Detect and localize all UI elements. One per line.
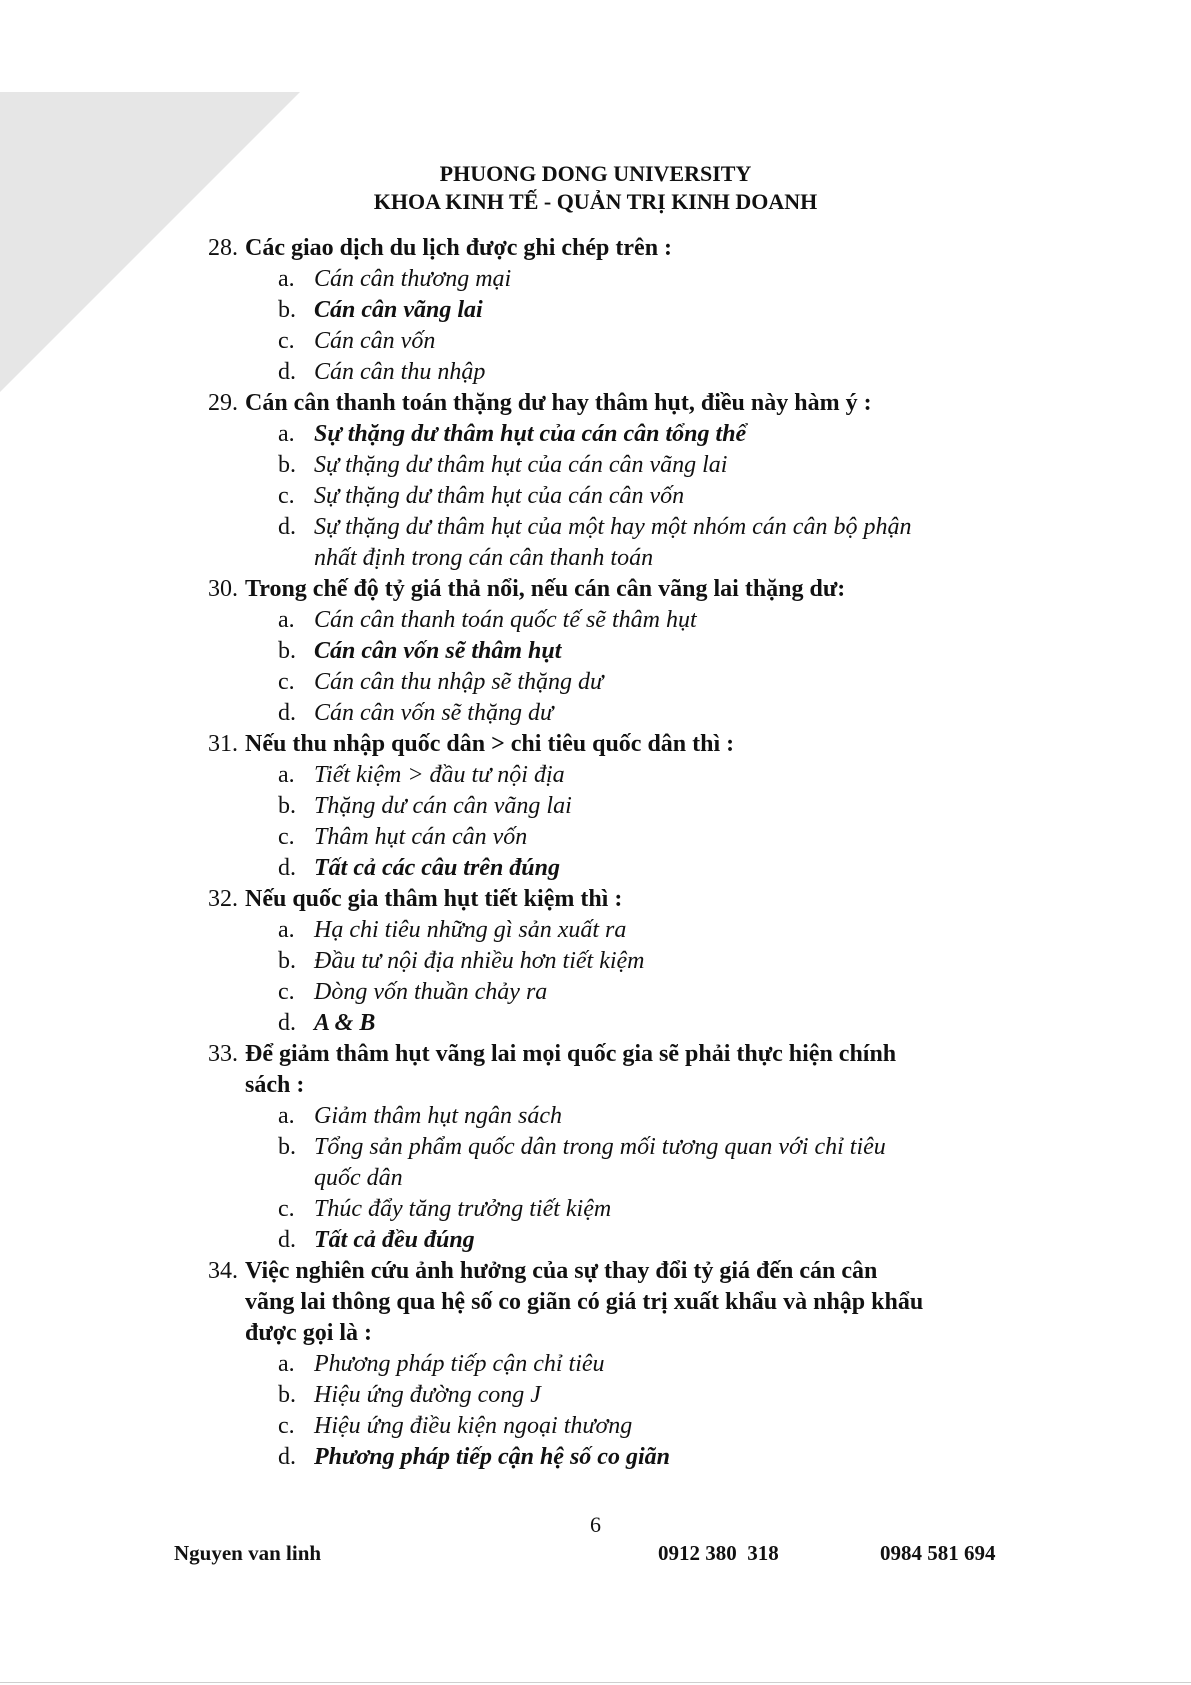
option-text: Sự thặng dư thâm hụt của một hay một nhóm cán cân bộ phận xyxy=(314,514,912,540)
option-text: Cán cân thu nhập sẽ thặng dư xyxy=(314,669,604,695)
question-6 xyxy=(208,1039,1028,1101)
option-text: Cán cân vốn sẽ thâm hụt xyxy=(314,638,562,664)
option-letter: c. xyxy=(278,483,295,509)
answer-option xyxy=(208,1132,1028,1194)
option-letter: a. xyxy=(278,607,295,633)
footer-phone-1: 0912 380 318 xyxy=(658,1541,779,1565)
answer-option xyxy=(208,357,1028,388)
question-text: sách : xyxy=(245,1072,305,1098)
option-text: Phương pháp tiếp cận hệ số co giãn xyxy=(314,1444,670,1470)
option-letter: b. xyxy=(278,793,296,819)
question-text: Nếu quốc gia thâm hụt tiết kiệm thì : xyxy=(245,886,623,912)
answer-option xyxy=(208,605,1028,636)
option-text: Thúc đẩy tăng trưởng tiết kiệm xyxy=(314,1196,612,1222)
answer-option xyxy=(208,512,1028,574)
option-text: Dòng vốn thuần chảy ra xyxy=(314,979,548,1005)
header-university: PHUONG DONG UNIVERSITY xyxy=(439,161,752,186)
answer-option xyxy=(208,760,1028,791)
footer-author: Nguyen van linh xyxy=(174,1541,322,1565)
option-letter: d. xyxy=(278,855,296,881)
option-text: A & B xyxy=(314,1010,376,1036)
option-text: Phương pháp tiếp cận chỉ tiêu xyxy=(314,1351,605,1377)
option-text: Cán cân thanh toán quốc tế sẽ thâm hụt xyxy=(314,607,697,633)
bottom-rule xyxy=(0,1682,1191,1683)
question-number: 29. xyxy=(208,390,238,416)
option-letter: d. xyxy=(278,1010,296,1036)
option-letter: b. xyxy=(278,638,296,664)
answer-option xyxy=(208,1194,1028,1225)
option-text: Giảm thâm hụt ngân sách xyxy=(314,1103,562,1129)
option-letter: c. xyxy=(278,1413,295,1439)
option-letter: c. xyxy=(278,1196,295,1222)
question-number: 28. xyxy=(208,235,238,261)
option-text: Sự thặng dư thâm hụt của cán cân vãng lai xyxy=(314,452,728,478)
footer-phone-2: 0984 581 694 xyxy=(880,1541,996,1565)
question-text: Các giao dịch du lịch được ghi chép trên : xyxy=(245,235,673,261)
option-letter: a. xyxy=(278,421,295,447)
question-text: Trong chế độ tỷ giá thả nổi, nếu cán cân vãng lai thặng dư: xyxy=(245,576,846,602)
option-text: nhất định trong cán cân thanh toán xyxy=(314,545,654,571)
question-text: Cán cân thanh toán thặng dư hay thâm hụt, điều này hàm ý : xyxy=(245,390,872,416)
option-text: Thặng dư cán cân vãng lai xyxy=(314,793,572,819)
option-text: quốc dân xyxy=(314,1165,403,1191)
answer-option xyxy=(208,853,1028,884)
answer-option xyxy=(208,822,1028,853)
answer-option xyxy=(208,264,1028,295)
option-letter: d. xyxy=(278,514,296,540)
option-text: Tổng sản phẩm quốc dân trong mối tương quan với chỉ tiêu xyxy=(314,1134,886,1160)
option-text: Tiết kiệm > đầu tư nội địa xyxy=(314,762,565,788)
question-number: 31. xyxy=(208,731,238,757)
answer-option xyxy=(208,946,1028,977)
option-letter: a. xyxy=(278,762,295,788)
question-3 xyxy=(208,574,1028,605)
option-text: Cán cân thương mại xyxy=(314,266,512,292)
question-text: Để giảm thâm hụt vãng lai mọi quốc gia sẽ phải thực hiện chính xyxy=(245,1041,897,1067)
option-text: Hạ chi tiêu những gì sản xuất ra xyxy=(314,917,627,943)
answer-option xyxy=(208,1349,1028,1380)
question-5 xyxy=(208,884,1028,915)
answer-option xyxy=(208,1442,1028,1473)
question-number: 33. xyxy=(208,1041,238,1067)
option-letter: b. xyxy=(278,1134,296,1160)
option-text: Tất cả đều đúng xyxy=(314,1227,475,1253)
option-text: Hiệu ứng điều kiện ngoại thương xyxy=(314,1413,633,1439)
answer-option xyxy=(208,1225,1028,1256)
header-faculty: KHOA KINH TẾ - QUẢN TRỊ KINH DOANH xyxy=(373,189,818,214)
option-text: Cán cân thu nhập xyxy=(314,359,486,385)
option-letter: a. xyxy=(278,1351,295,1377)
option-text: Sự thặng dư thâm hụt của cán cân vốn xyxy=(314,483,685,509)
option-letter: a. xyxy=(278,917,295,943)
answer-option xyxy=(208,326,1028,357)
question-7 xyxy=(208,1256,1028,1349)
answer-option xyxy=(208,481,1028,512)
question-text: được gọi là : xyxy=(245,1320,373,1346)
answer-option xyxy=(208,636,1028,667)
option-letter: c. xyxy=(278,979,295,1005)
question-number: 32. xyxy=(208,886,238,912)
option-letter: d. xyxy=(278,1227,296,1253)
question-1 xyxy=(208,233,1028,264)
option-letter: d. xyxy=(278,1444,296,1470)
option-letter: c. xyxy=(278,669,295,695)
question-4 xyxy=(208,729,1028,760)
question-text: Nếu thu nhập quốc dân > chi tiêu quốc dân thì : xyxy=(245,731,735,757)
option-text: Hiệu ứng đường cong J xyxy=(314,1382,541,1408)
answer-option xyxy=(208,977,1028,1008)
option-letter: c. xyxy=(278,824,295,850)
option-text: Cán cân vốn sẽ thặng dư xyxy=(314,700,554,726)
option-text: Sự thặng dư thâm hụt của cán cân tổng thể xyxy=(314,421,747,447)
question-number: 30. xyxy=(208,576,238,602)
answer-option xyxy=(208,295,1028,326)
answer-option xyxy=(208,450,1028,481)
answer-option xyxy=(208,419,1028,450)
option-text: Đầu tư nội địa nhiều hơn tiết kiệm xyxy=(314,948,645,974)
question-2 xyxy=(208,388,1028,419)
answer-option xyxy=(208,915,1028,946)
question-number: 34. xyxy=(208,1258,238,1284)
question-text: vãng lai thông qua hệ số co giãn có giá trị xuất khẩu và nhập khẩu xyxy=(245,1289,924,1315)
option-letter: a. xyxy=(278,266,295,292)
answer-option xyxy=(208,1380,1028,1411)
answer-option xyxy=(208,1411,1028,1442)
answer-option xyxy=(208,698,1028,729)
option-text: Cán cân vốn xyxy=(314,328,436,354)
option-letter: b. xyxy=(278,948,296,974)
option-letter: b. xyxy=(278,297,296,323)
page-number: 6 xyxy=(590,1512,601,1537)
answer-option xyxy=(208,667,1028,698)
option-letter: b. xyxy=(278,452,296,478)
option-text: Tất cả các câu trên đúng xyxy=(314,855,560,881)
option-letter: d. xyxy=(278,700,296,726)
option-letter: a. xyxy=(278,1103,295,1129)
option-letter: c. xyxy=(278,328,295,354)
option-letter: b. xyxy=(278,1382,296,1408)
question-text: Việc nghiên cứu ảnh hưởng của sự thay đổi tỷ giá đến cán cân xyxy=(245,1258,878,1284)
option-text: Thâm hụt cán cân vốn xyxy=(314,824,528,850)
answer-option xyxy=(208,1101,1028,1132)
option-text: Cán cân vãng lai xyxy=(314,297,483,323)
option-letter: d. xyxy=(278,359,296,385)
answer-option xyxy=(208,791,1028,822)
answer-option xyxy=(208,1008,1028,1039)
question-list xyxy=(208,233,1028,1473)
